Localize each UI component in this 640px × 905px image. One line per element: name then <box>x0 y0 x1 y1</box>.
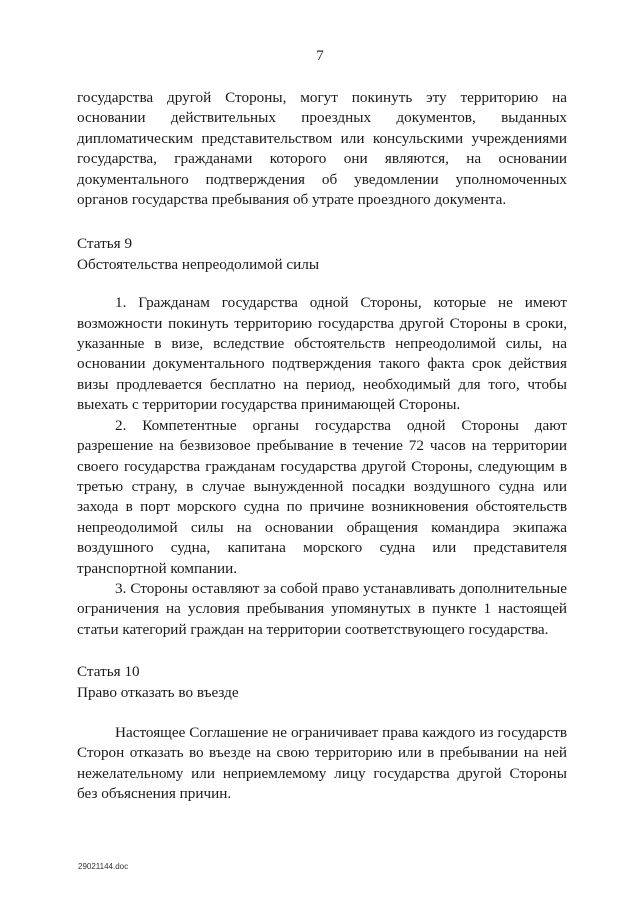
article-9-body <box>77 293 567 640</box>
article-10-title: Право отказать во въезде <box>77 683 239 701</box>
document-body <box>77 88 567 805</box>
article-10-paragraph-1: Настоящее Соглашение не ограничивает права каждого из государств Сторон отказать во въезде на свою территорию или в пребывании на ней нежелательному или неприемлемому лицу государства другой Стороны без объяснения причин. <box>77 723 567 803</box>
article-9-paragraph-3: 3. Стороны оставляют за собой право устанавливать дополнительные ограничения на условия пребывания упомянутых в пункте 1 настоящей статьи категорий граждан на территории соответствующего государства. <box>77 579 567 638</box>
intro-paragraph: государства другой Стороны, могут покинуть эту территорию на основании действительных проездных документов, выданных дипломатическим представительством или консульскими учреждениями государства, гражданами которого они являются, на основании документального подтверждения об уведомлении уполномоченных органов государства пребывания об утрате проездного документа. <box>77 89 567 209</box>
article-10-number: Статья 10 <box>77 663 140 681</box>
article-9-paragraph-1: 1. Гражданам государства одной Стороны, которые не имеют возможности покинуть территорию государства другой Стороны в сроки, указанные в визе, вследствие обстоятельств непреодолимой силы, на основании документального подтверждения такого факта срок действия визы продлевается бесплатно на период, необходимый для того, чтобы выехать с территории государства принимающей Стороны. <box>77 294 567 414</box>
article-9-paragraph-2: 2. Компетентные органы государства одной Стороны дают разрешение на безвизовое пребывание в течение 72 часов на территории своего государства гражданам государства другой Стороны, следующим в третью страну, в случае вынужденной посадки воздушного судна или захода в порт морского судна по причине возникновения обстоятельств непреодолимой силы на основании обращения командира экипажа воздушного судна, капитана морского судна или представителя транспортной компании. <box>77 416 567 577</box>
page-number: 7 <box>316 48 324 64</box>
article-10-body <box>77 723 567 805</box>
article-10 <box>77 662 567 804</box>
footer-file-name: 29021144.doc <box>78 862 129 871</box>
article-9-number: Статья 9 <box>77 235 133 253</box>
article-9 <box>77 234 567 640</box>
article-9-title: Обстоятельства непреодолимой силы <box>77 255 320 273</box>
